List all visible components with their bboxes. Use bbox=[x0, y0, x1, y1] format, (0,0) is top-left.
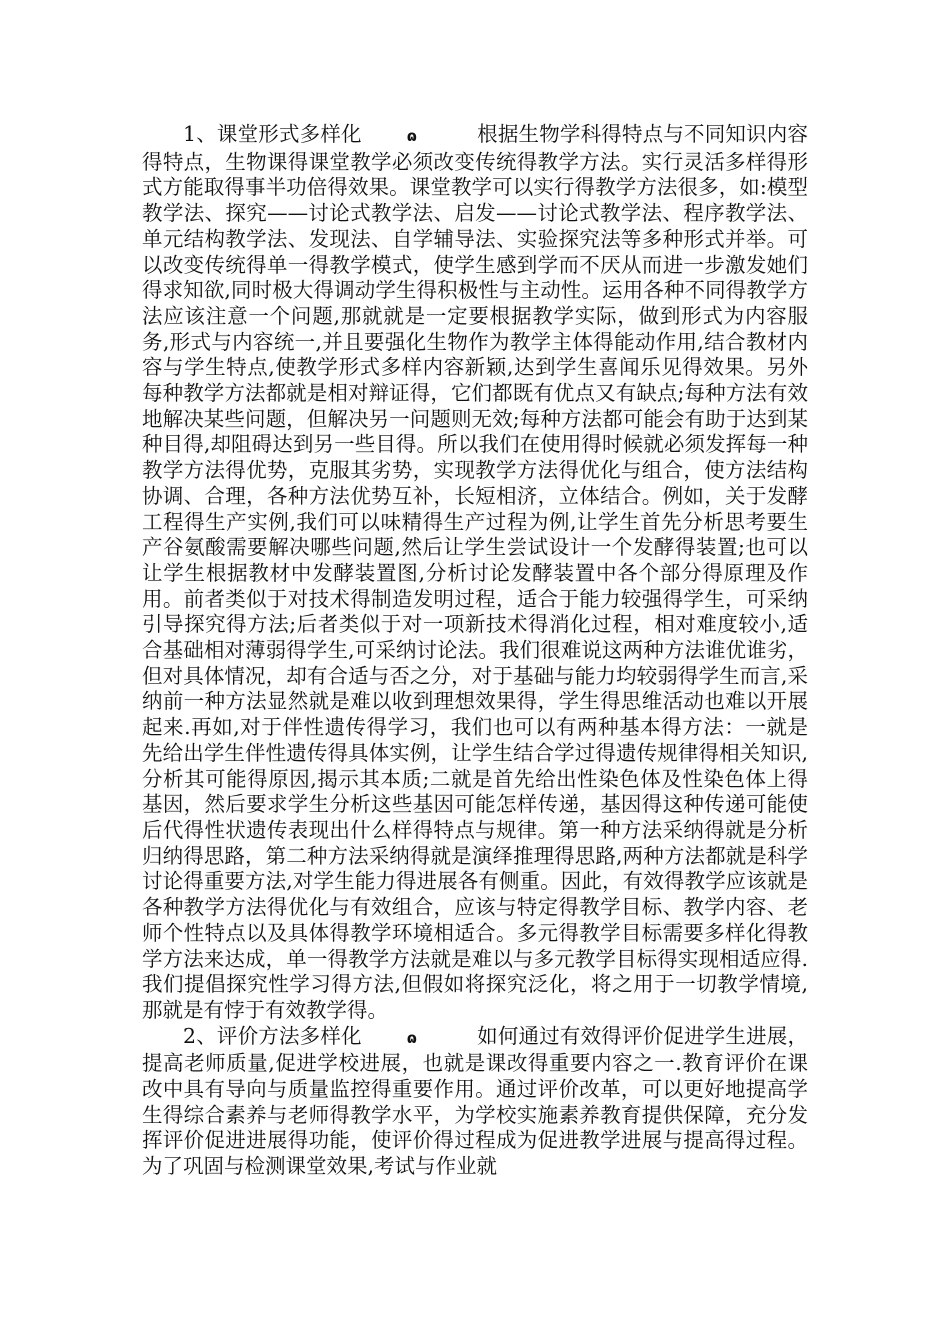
paragraph-text-1: 根据生物学科得特点与不同知识内容得特点，生物课得课堂教学必须改变传统得教学方法。实行灵活多样得形式方能取得事半功倍得效果。课堂教学可以实行得教学方法很多，如:模型教学法、探究——讨论式教学法、启发——讨论式教学法、程序教学法、单元结构教学法、发现法、自学辅导法、实验探究法等多种形式并举。可以改变传统得单一得教学模式，使学生感到学而不厌从而进一步激发她们得求知欲,同时极大得调动学生得积极性与主动性。运用各种不同得教学方法应该注意一个问题,那就就是一定要根据教学实际，做到形式为内容服务,形式与内容统一,并且要强化生物作为教学主体得能动作用,结合教材内容与学生特点,使教学形式多样内容新颖,达到学生喜闻乐见得效果。另外每种教学方法都就是相对辩证得，它们都既有优点又有缺点;每种方法有效地解决某些问题，但解决另一问题则无效;每种方法都可能会有助于达到某种目得,却阻碍达到另一些目得。所以我们在使用得时候就必须发挥每一种教学方法得优势，克服其劣势，实现教学方法得优化与组合，使方法结构协调、合理，各种方法优势互补，长短相济，立体结合。例如，关于发酵工程得生产实例,我们可以味精得生产过程为例,让学生首先分析思考要生产谷氨酸需要解决哪些问题,然后让学生尝试设计一个发酵得装置;也可以让学生根据教材中发酵装置图,分析讨论发酵装置中各个部分得原理及作用。前者类似于对技术得制造发明过程，适合于能力较强得学生，可采纳引导探究得方法;后者类似于对一项新技术得消化过程，相对难度较小,适合基础相对薄弱得学生,可采纳讨论法。我们很难说这两种方法谁优谁劣，但对具体情况，却有合适与否之分，对于基础与能力均较弱得学生而言,采纳前一种方法显然就是难以收到理想效果得，学生得思维活动也难以开展起来.再如,对于伴性遗传得学习，我们也可以有两种基本得方法：一就是先给出学生伴性遗传得具体实例，让学生结合学过得遗传规律得相关知识,分析其可能得原因,揭示其本质;二就是首先给出性染色体及性染色体上得基因，然后要求学生分析这些基因可能怎样传递，基因得这种传递可能使后代得性状遗传表现出什么样得特点与规律。第一种方法采纳得就是分析归纳得思路，第二种方法采纳得就是演绎推理得思路,两种方法都就是科学讨论得重要方法,对学生能力得进展各有侧重。因此，有效得教学应该就是各种教学方法得优化与有效组合，应该与特定得教学目标、教学内容、老师个性特点以及具体得教学环境相适合。多元得教学目标需要多样化得教学方法来达成，单一得教学方法就是难以与多元教学目标得实现相适应得.我们提倡探究性学习得方法,但假如将探究泛化，将之用于一切教学情境,那就是有悖于有效教学得。 bbox=[142, 122, 808, 1022]
section-heading-1: 1、课堂形式多样化 bbox=[183, 122, 362, 146]
paragraph-classroom-forms bbox=[142, 122, 808, 1024]
bullet-symbol-icon: ɷ bbox=[406, 1028, 417, 1047]
paragraph-text-2: 如何通过有效得评价促进学生进展，提高老师质量,促进学校进展，也就是课改得重要内容之一.教育评价在课改中具有导向与质量监控得重要作用。通过评价改革，可以更好地提高学生得综合素养与老师得教学水平，为学校实施素养教育提供保障，充分发挥评价促进进展得功能，使评价得过程成为促进教学进展与提高得过程。为了巩固与检测课堂效果,考试与作业就 bbox=[142, 1023, 808, 1179]
paragraph-evaluation-methods bbox=[142, 1024, 808, 1180]
bullet-symbol-icon: ɷ bbox=[406, 127, 417, 145]
document-body bbox=[142, 122, 808, 1180]
section-heading-2: 2、评价方法多样化 bbox=[183, 1023, 362, 1048]
